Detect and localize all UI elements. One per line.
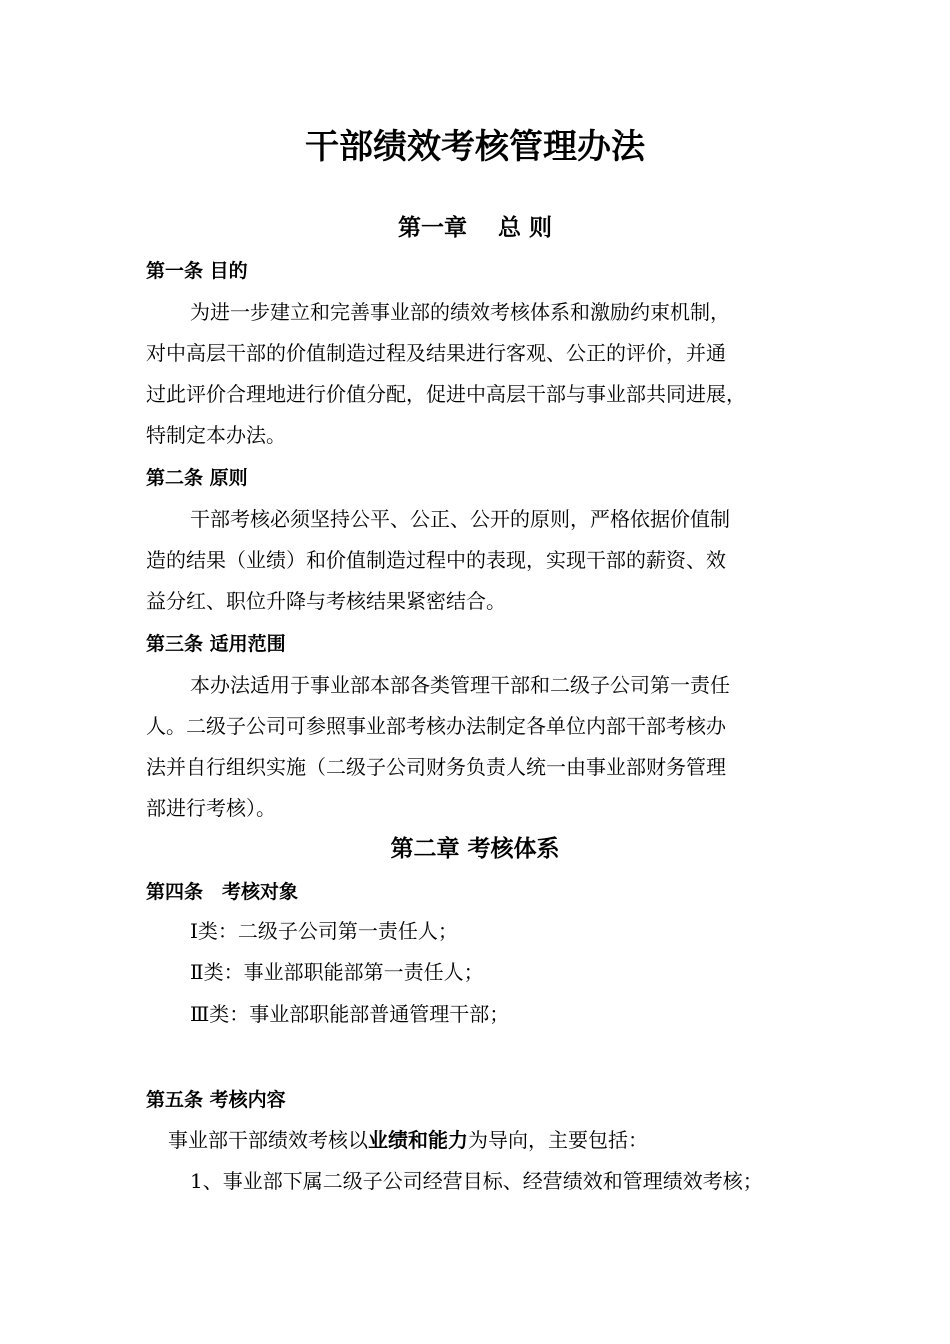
article-1-line: 特制定本办法。	[146, 423, 286, 447]
intro-emphasis: 业绩和能力	[368, 1128, 468, 1152]
article-5-item-1: 1、事业部下属二级子公司经营目标、经营绩效和管理绩效考核；	[190, 1169, 763, 1193]
intro-text-end: 为导向，主要包括：	[468, 1128, 648, 1152]
article-2-line: 造的结果（业绩）和价值制造过程中的表现，实现干部的薪资、效	[146, 548, 726, 572]
article-5-intro	[168, 1126, 648, 1154]
article-2-heading: 第二条 原则	[146, 467, 248, 489]
document-title: 干部绩效考核管理办法	[305, 127, 645, 167]
assessment-category-3: Ⅲ类：事业部职能部普通管理干部；	[190, 1002, 510, 1026]
article-3-line: 部进行考核）。	[146, 796, 276, 820]
article-4-heading: 第四条 考核对象	[146, 881, 299, 903]
article-3-line: 本办法适用于事业部本部各类管理干部和二级子公司第一责任	[190, 673, 730, 697]
assessment-category-2: Ⅱ类：事业部职能部第一责任人；	[190, 960, 484, 984]
article-3-heading: 第三条 适用范围	[146, 633, 286, 655]
assessment-category-1: Ⅰ类：二级子公司第一责任人；	[190, 919, 458, 943]
article-2-line: 益分红、职位升降与考核结果紧密结合。	[146, 589, 506, 613]
article-1-line: 过此评价合理地进行价值分配，促进中高层干部与事业部共同进展，	[146, 382, 746, 406]
chapter-1-heading: 第一章 总 则	[397, 215, 552, 241]
article-2-line: 干部考核必须坚持公平、公正、公开的原则，严格依据价值制	[190, 507, 730, 531]
article-3-line: 人。二级子公司可参照事业部考核办法制定各单位内部干部考核办	[146, 714, 726, 738]
article-1-heading: 第一条 目的	[146, 260, 248, 282]
intro-text: 事业部干部绩效考核以	[168, 1128, 368, 1152]
article-3-line: 法并自行组织实施（二级子公司财务负责人统一由事业部财务管理	[146, 755, 726, 779]
article-1-line: 对中高层干部的价值制造过程及结果进行客观、公正的评价，并通	[146, 341, 726, 365]
article-1-line: 为进一步建立和完善事业部的绩效考核体系和激励约束机制，	[190, 300, 730, 324]
chapter-2-heading: 第二章 考核体系	[390, 836, 560, 862]
article-5-heading: 第五条 考核内容	[146, 1089, 286, 1111]
